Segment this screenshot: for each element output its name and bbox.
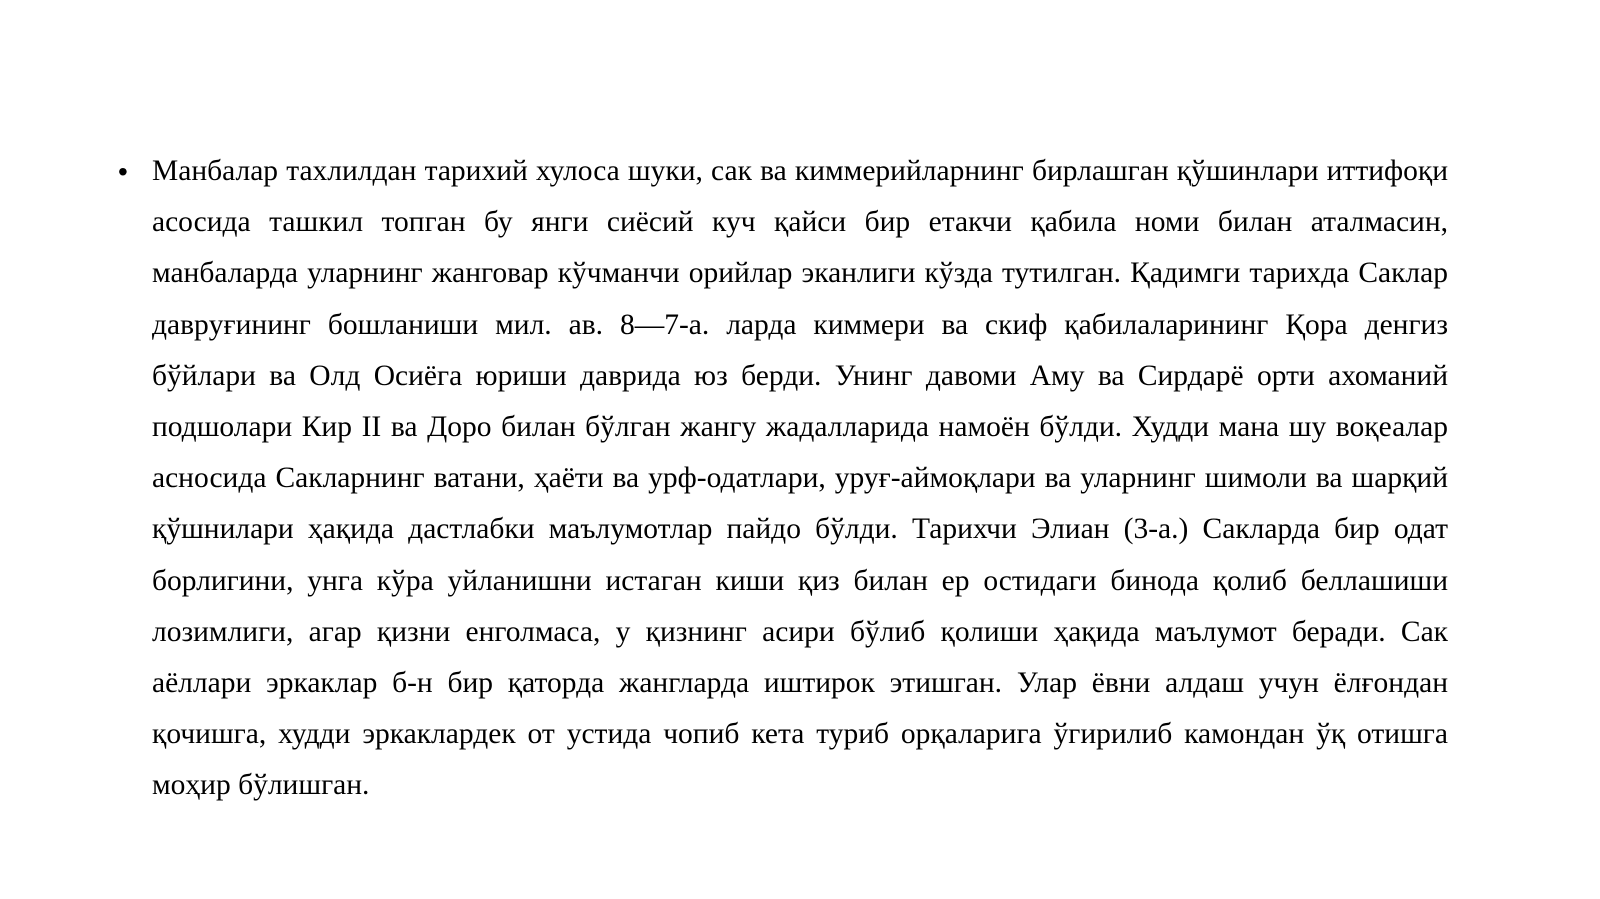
slide-content [118,146,1448,812]
bullet-paragraph: Манбалар тахлилдан тарихий хулоса шуки, сак ва киммерийларнинг бирлашган қўшинлари иттифоқи асосида ташкил топган бу янги сиёсий куч қайси бир етакчи қабила номи билан аталмасин, манбаларда уларнинг жанговар кўчманчи орийлар эканлиги кўзда тутилган. Қадимги тарихда Саклар даврyғининг бошланиши мил. ав. 8—7-а. ларда киммери ва скиф қабилаларининг Қора денгиз бўйлари ва Олд Осиёга юриши даврида юз берди. Унинг давоми Аму ва Сирдарё орти ахоманий подшолари Кир II ва Доро билан бўлган жангу жадалларида намоён бўлди. Худди мана шу воқеалар асносида Сакларнинг ватани, ҳаёти ва урф-одатлари, уруғ-аймоқлари ва уларнинг шимоли ва шарқий қўшнилари ҳақида дастлабки маълумотлар пайдо бўлди. Тарихчи Элиан (3-а.) Сакларда бир одат борлигини, унга кўра уйланишни истаган киши қиз билан ер остидаги бинода қолиб беллашиши лозимлиги, агар қизни енголмаса, у қизнинг асири бўлиб қолиши ҳақида маълумот беради. Сак аёллари эркаклар б-н бир қаторда жангларда иштирок этишган. Улар ёвни алдаш учун ёлғондан қочишга, худди эркаклардек от устида чопиб кета туриб орқаларига ўгирилиб камондан ўқ отишга моҳир бўлишган. [152,155,1448,802]
bullet-icon: • [118,156,128,187]
bullet-item [118,146,1448,812]
